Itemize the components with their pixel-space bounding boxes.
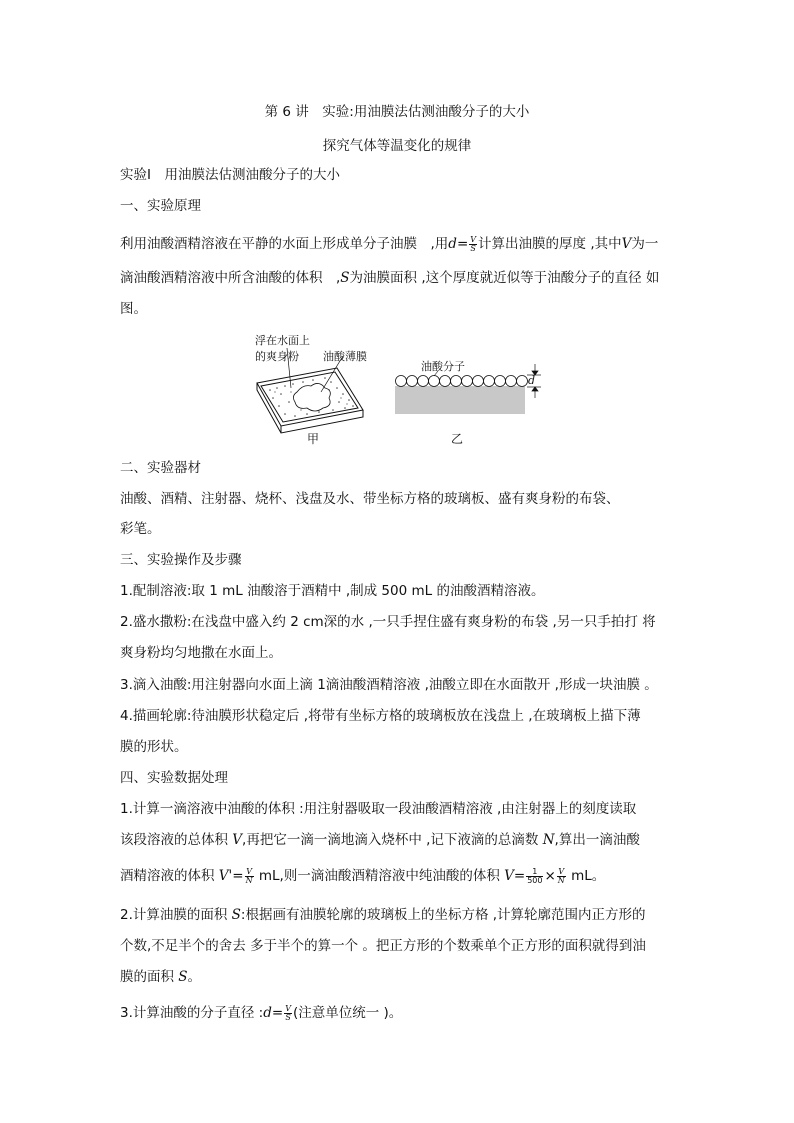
section-heading-data: 四、实验数据处理 (120, 770, 228, 786)
experiment-figure (245, 328, 545, 452)
water-layer (395, 386, 525, 414)
step-1: 1.配制溶液:取 1 mL 油酸溶于酒精中 ,制成 500 mL 的油酸酒精溶液。 (120, 583, 545, 599)
data-2-line-2: 个数,不足半个的舍去 多于半个的算一个 。把正方形的个数乘单个正方形的面积就得到油 (120, 938, 646, 954)
principle-line-3: 图。 (120, 301, 147, 317)
section-heading-steps: 三、实验操作及步骤 (120, 552, 242, 568)
data-1-line-3: 酒精溶液的体积 V'= $\frac{V}{N}$ mL,则一滴油酸酒精溶液中纯油酸的体积 V= $\frac{1}{500}$ × $\frac{V}{N}$ mL。 (120, 866, 606, 885)
film-label: 油酸薄膜 (323, 350, 367, 363)
caption-a: 甲 (307, 432, 320, 446)
section-heading-principle: 一、实验原理 (120, 198, 201, 214)
step-4-line-2: 膜的形状。 (120, 739, 188, 755)
powder-label: 浮在水面上 的爽身粉 (255, 334, 310, 363)
page-title: 第 6 讲 实验:用油膜法估测油酸分子的大小 (264, 104, 530, 120)
experiment-heading: 实验Ⅰ 用油膜法估测油酸分子的大小 (120, 167, 340, 183)
pure-volume-fraction: $\frac{V}{N}$ (557, 866, 565, 885)
diameter-fraction: $\frac{V}{S}$ (285, 1003, 291, 1022)
thickness-label: d (528, 374, 536, 387)
principle-line-2: 滴油酸酒精溶液中所含油酸的体积 ,S为油膜面积 ,这个厚度就近似等于油酸分子的直径 如 (120, 270, 660, 286)
data-1-line-1: 1.计算一滴溶液中油酸的体积 :用注射器吸取一段油酸酒精溶液 ,由注射器上的刻度读取 (120, 801, 637, 817)
section-heading-equipment: 二、实验器材 (120, 460, 201, 476)
data-1-line-2: 该段溶液的总体积 V,再把它一滴一滴地滴入烧杯中 ,记下液滴的总滴数 N,算出一滴油酸 (120, 832, 640, 848)
data-3: 3.计算油酸的分子直径 :d= $\frac{V}{S}$ (注意单位统一 )。 (120, 1003, 403, 1022)
equipment-line-1: 油酸、酒精、注射器、烧杯、浅盘及水、带坐标方格的玻璃板、盛有爽身粉的布袋、 (120, 491, 620, 507)
data-2-line-3: 膜的面积 S。 (120, 969, 202, 985)
volume-fraction: $\frac{V}{N}$ (245, 866, 253, 885)
formula-fraction: $\frac{V}{S}$ (470, 234, 477, 253)
caption-b: 乙 (451, 432, 464, 446)
step-3: 3.滴入油酸:用注射器向水面上滴 1滴油酸酒精溶液 ,油酸立即在水面散开 ,形成一块油膜 。 (120, 677, 658, 693)
principle-line-1: 利用油酸酒精溶液在平静的水面上形成单分子油膜 ,用d= $\frac{V}{S}$ 计算出油膜的厚度 ,其中V为一 (120, 234, 659, 253)
molecule-label: 油酸分子 (421, 360, 465, 373)
data-2-line-1: 2.计算油膜的面积 S:根据画有油膜轮廓的玻璃板上的坐标方格 ,计算轮廓范围内正方形的 (120, 907, 646, 923)
equipment-line-2: 彩笔。 (120, 521, 161, 537)
step-2-line-1: 2.盛水撒粉:在浅盘中盛入约 2 cm深的水 ,一只手捏住盛有爽身粉的布袋 ,另一只手拍打 将 (120, 614, 656, 630)
dilution-fraction: $\frac{1}{500}$ (527, 866, 543, 885)
step-4-line-1: 4.描画轮廓:待油膜形状稳定后 ,将带有坐标方格的玻璃板放在浅盘上 ,在玻璃板上描下薄 (120, 708, 641, 724)
oil-molecules (396, 376, 528, 387)
step-2-line-2: 爽身粉均匀地撒在水面上。 (120, 645, 282, 661)
page-subtitle: 探究气体等温变化的规律 (322, 138, 472, 154)
